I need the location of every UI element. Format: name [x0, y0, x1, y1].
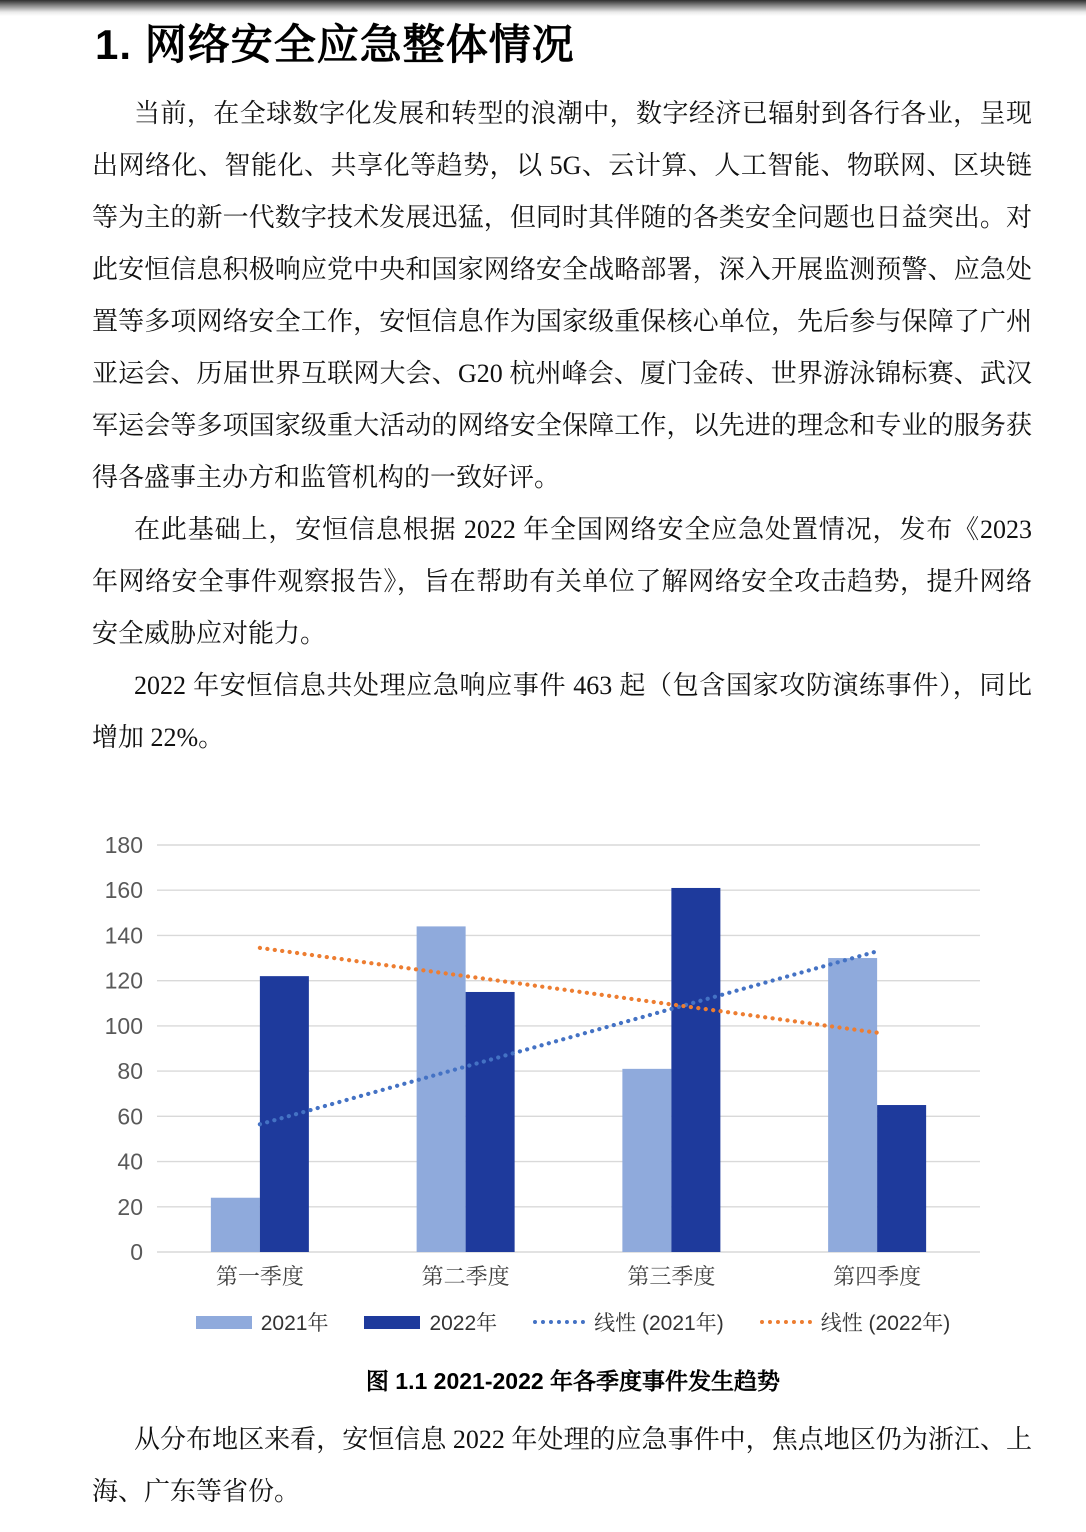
body-text-bottom: [92, 1414, 1032, 1518]
section-title: 1. 网络安全应急整体情况: [95, 21, 575, 68]
bar-2022年-第三季度: [671, 888, 720, 1252]
y-tick-label: 140: [104, 922, 143, 949]
bars-2021年: [211, 926, 877, 1252]
y-tick-label: 40: [117, 1148, 143, 1175]
legend-dotline-1: [760, 1320, 812, 1324]
legend-swatch-1: [364, 1316, 420, 1329]
x-tick-label: 第二季度: [421, 1264, 510, 1289]
body-text: [92, 88, 1032, 764]
y-tick-label: 80: [117, 1058, 143, 1085]
x-tick-label: 第四季度: [833, 1264, 922, 1289]
legend-item-series-1: [364, 1307, 497, 1337]
legend-label: 线性 (2021年): [594, 1312, 724, 1335]
y-tick-label: 180: [104, 832, 143, 858]
y-tick-label: 0: [130, 1239, 143, 1265]
bars-2022年: [260, 888, 926, 1252]
legend-label: 2021年: [260, 1312, 329, 1335]
bar-2021年-第一季度: [211, 1198, 260, 1252]
x-axis-labels: [216, 1264, 921, 1289]
bar-2021年-第二季度: [417, 926, 466, 1252]
legend-label: 2022年: [429, 1312, 498, 1335]
trendline-线性 (2022年): [260, 948, 877, 1033]
trendline-线性 (2021年): [260, 951, 877, 1124]
legend-swatch-0: [196, 1316, 252, 1329]
bar-2021年-第三季度: [622, 1069, 671, 1252]
paragraph-stats: 2022 年安恒信息共处理应急响应事件 463 起（包含国家攻防演练事件），同比增加 22%。: [92, 671, 1032, 752]
y-tick-label: 120: [104, 967, 143, 994]
bar-2022年-第一季度: [260, 976, 309, 1252]
bar-2022年-第四季度: [877, 1105, 926, 1252]
legend-label: 线性 (2022年): [820, 1312, 951, 1335]
y-tick-label: 160: [104, 877, 143, 904]
x-tick-label: 第三季度: [627, 1264, 716, 1289]
legend-item-trend-1: [760, 1307, 951, 1337]
figure-caption: 图 1.1 2021-2022 年各季度事件发生趋势: [365, 1368, 781, 1394]
legend-item-series-0: [196, 1307, 329, 1337]
y-tick-label: 100: [104, 1012, 143, 1039]
y-tick-label: 20: [117, 1193, 143, 1220]
paragraph-intro: 当前，在全球数字化发展和转型的浪潮中，数字经济已辐射到各行各业，呈现出网络化、智能化、共享化等趋势，以 5G、云计算、人工智能、物联网、区块链等为主的新一代数字技术发展迅猛，但同时其伴随的各类安全问题也日益突出。对此安恒信息积极响应党中央和国家网络安全战略部署，深入开展监测预警、应急处置等多项网络安全工作，安恒信息作为国家级重保核心单位，先后参与保障了广州亚运会、历届世界互联网大会、G20 杭州峰会、厦门金砖、世界游泳锦标赛、武汉军运会等多项国家级重大活动的网络安全保障工作，以先进的理念和专业的服务获得各盛事主办方和监管机构的一致好评。: [92, 99, 1032, 492]
x-tick-label: 第一季度: [215, 1264, 304, 1289]
paragraph-report: 在此基础上，安恒信息根据 2022 年全国网络安全应急处置情况，发布《2023 年网络安全事件观察报告》，旨在帮助有关单位了解网络安全攻击趋势，提升网络安全威胁应对能力。: [92, 515, 1032, 648]
paragraph-regions: 从分布地区来看，安恒信息 2022 年处理的应急事件中，焦点地区仍为浙江、上海、广东等省份。: [92, 1425, 1032, 1506]
y-tick-label: 60: [117, 1103, 143, 1130]
bar-2021年-第四季度: [828, 958, 877, 1252]
bar-2022年-第二季度: [466, 992, 515, 1252]
y-axis-labels: [105, 832, 143, 1265]
legend-dotline-0: [533, 1320, 585, 1324]
chart-canvas: [98, 832, 1048, 1297]
chart-legend: [98, 1307, 1048, 1337]
legend-item-trend-0: [533, 1307, 724, 1337]
quarterly-trend-chart: [98, 832, 1048, 1396]
